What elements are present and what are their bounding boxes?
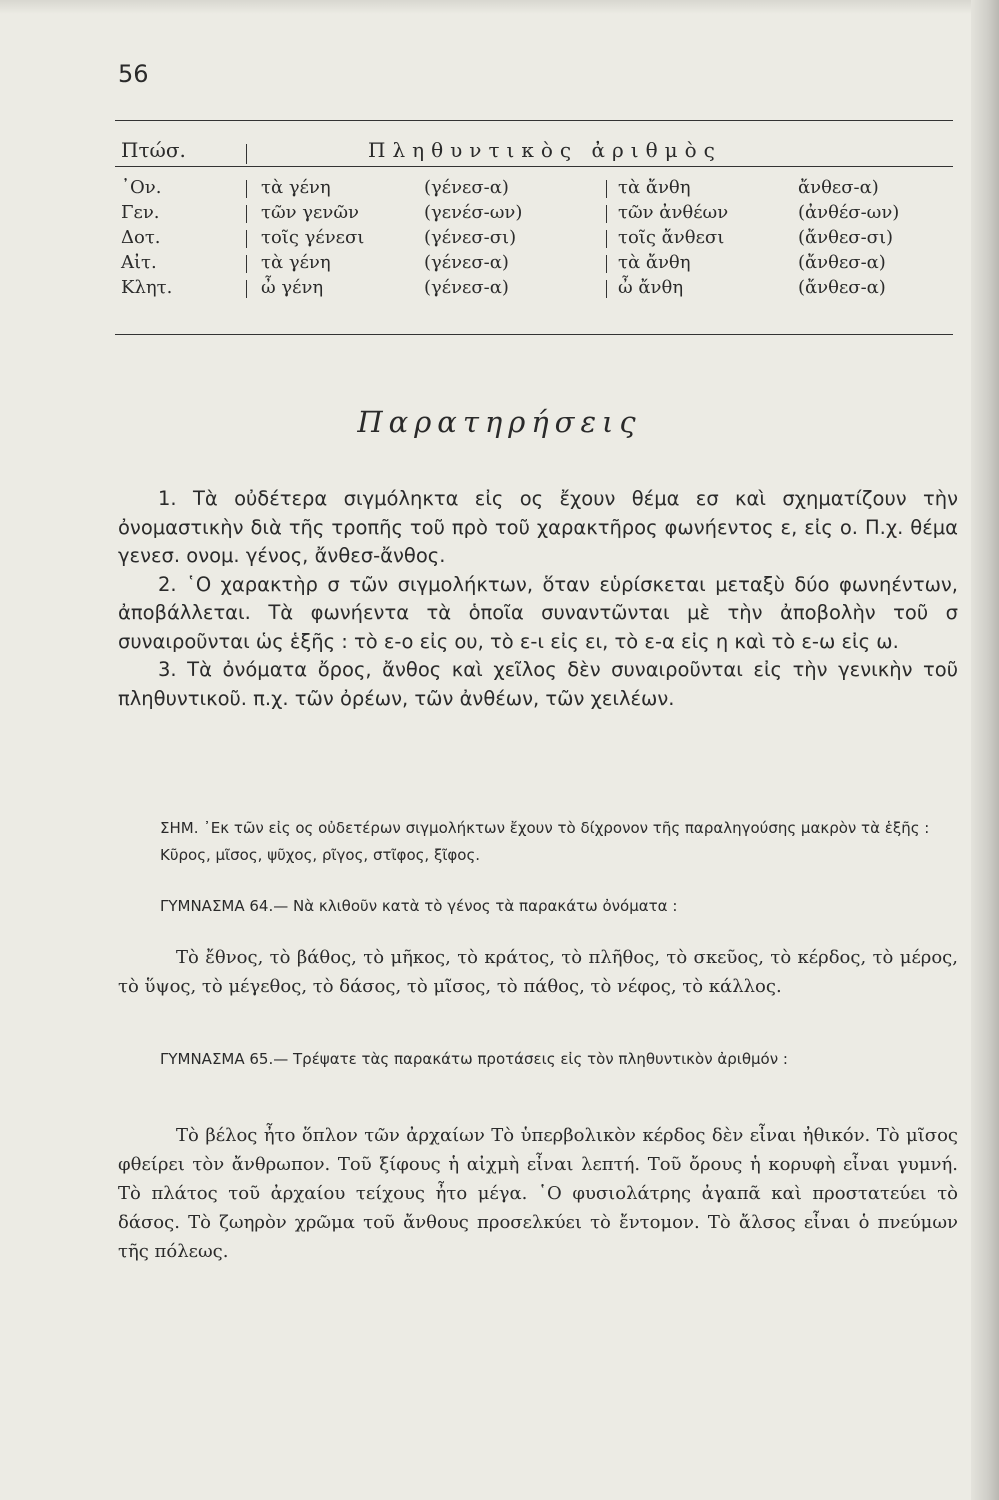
row-stem-anthos: (ἄνθεσ-α) [798, 252, 886, 273]
row-case: Κλητ. [121, 277, 173, 298]
row-stem-genos: (γένεσ-α) [424, 177, 509, 198]
row-form-genos: τὰ γένη [261, 252, 331, 273]
row-form-genos: τῶν γενῶν [261, 202, 359, 223]
row-stem-genos: (γενέσ-ων) [424, 202, 523, 223]
column-divider [246, 205, 247, 223]
row-case: Δοτ. [121, 227, 161, 248]
row-stem-anthos: ἄνθεσ-α) [798, 177, 879, 198]
exercise-65-heading: ΓΥΜΝΑΣΜΑ 65.— Τρέψατε τὰς παρακάτω προτάσεις εἰς τὸν πληθυντικὸν ἀριθμόν : [160, 1050, 788, 1068]
section-title: Παρατηρήσεις [357, 405, 642, 439]
table-header-rule [115, 166, 953, 167]
table-row [118, 175, 953, 200]
row-stem-genos: (γένεσ-σι) [424, 227, 517, 248]
table-row [118, 275, 953, 300]
header-plural: Πληθυντικὸς ἀριθμὸς [368, 138, 722, 162]
row-stem-genos: (γένεσ-α) [424, 252, 509, 273]
page-number: 56 [118, 60, 149, 88]
table-bottom-rule [115, 334, 953, 335]
page-edge-shadow [971, 0, 999, 1500]
header-case: Πτώσ. [121, 138, 186, 162]
table-row [118, 250, 953, 275]
row-stem-genos: (γένεσ-α) [424, 277, 509, 298]
column-divider [246, 280, 247, 298]
exercise-64-heading: ΓΥΜΝΑΣΜΑ 64.— Νὰ κλιθοῦν κατὰ τὸ γένος τὰ παρακάτω ὀνόματα : [160, 897, 678, 915]
remarks [118, 485, 958, 713]
column-divider [246, 230, 247, 248]
row-case: ᾿Ον. [121, 177, 162, 198]
column-divider [606, 280, 607, 298]
exercise-64-text [118, 943, 958, 1001]
row-form-anthos: τοῖς ἄνθεσι [618, 227, 725, 248]
declension-table [118, 175, 953, 300]
row-stem-anthos: (ἄνθεσ-σι) [798, 227, 894, 248]
column-divider [246, 255, 247, 273]
exercise-64-body: Τὸ ἔθνος, τὸ βάθος, τὸ μῆκος, τὸ κράτος, τὸ πλῆθος, τὸ σκεῦος, τὸ κέρδος, τὸ μέρος, τὸ ὕψος, τὸ μέγεθος, τὸ δάσος, τὸ μῖσος, τὸ πάθος, τὸ νέφος, τὸ κάλλος. [118, 947, 958, 997]
column-divider [606, 230, 607, 248]
exercise-65-text [118, 1121, 958, 1266]
remark-3: 3. Τὰ ὀνόματα ὄρος, ἄνθος καὶ χεῖλος δὲν συναιροῦνται εἰς τὴν γενικὴν τοῦ πληθυντικοῦ. π.χ. τῶν ὀρέων, τῶν ἀνθέων, τῶν χειλέων. [118, 658, 958, 710]
note-text: ΣΗΜ. ᾿Εκ τῶν εἰς ος οὐδετέρων σιγμολήκτων ἔχουν τὸ δίχρονον τῆς παραληγούσης μακρὸν τὰ ἑξῆς : Κῦρος, μῖσος, ψῦχος, ρῖγος, στῖφος, ξῖφος. [160, 819, 930, 864]
table-top-rule [115, 120, 953, 121]
column-divider [606, 205, 607, 223]
column-divider [246, 180, 247, 198]
row-form-anthos: τὰ ἄνθη [618, 177, 691, 198]
remark-2: 2. ῾Ο χαρακτὴρ σ τῶν σιγμολήκτων, ὅταν εὑρίσκεται μεταξὺ δύο φωνηέντων, ἀποβάλλεται. Τὰ φωνήεντα τὰ ὁποῖα συναντῶνται μὲ τὴν ἀποβολὴν τοῦ σ συναιροῦνται ὡς ἑξῆς : τὸ ε-ο εἰς ου, τὸ ε-ι εἰς ει, τὸ ε-α εἰς η καὶ τὸ ε-ω εἰς ω. [118, 572, 958, 653]
table-row [118, 200, 953, 225]
row-form-anthos: ὦ ἄνθη [618, 277, 684, 298]
table-row [118, 225, 953, 250]
remark-1: 1. Τὰ οὐδέτερα σιγμόληκτα εἰς ος ἔχουν θέμα εσ καὶ σχηματίζουν τὴν ὀνομαστικὴν διὰ τῆς τροπῆς τοῦ πρὸ τοῦ χαρακτῆρος φωνήεντος ε, εἰς ο. Π.χ. θέμα γενεσ. ονομ. γένος, ἄνθεσ-ἄνθος. [118, 487, 958, 567]
row-form-genos: ὦ γένη [261, 277, 324, 298]
column-divider [606, 255, 607, 273]
page-top-shadow [0, 0, 999, 14]
declension-table-header [118, 138, 953, 166]
exercise-65-body: Τὸ βέλος ἦτο ὅπλον τῶν ἀρχαίων Τὸ ὑπερβολικὸν κέρδος δὲν εἶναι ἠθικόν. Τὸ μῖσος φθείρει τὸν ἄνθρωπον. Τοῦ ξίφους ἡ αἰχμὴ εἶναι λεπτή. Τοῦ ὄρους ἡ κορυφὴ εἶναι γυμνή. Τὸ πλάτος τοῦ ἀρχαίου τείχους ἦτο μέγα. ῾Ο φυσιολάτρης ἀγαπᾶ καὶ προστατεύει τὸ δάσος. Τὸ ζωηρὸν χρῶμα τοῦ ἄνθους προσελκύει τὸ ἔντομον. Τὸ ἄλσος εἶναι ὁ πνεύμων τῆς πόλεως. [118, 1125, 958, 1262]
row-case: Αἰτ. [121, 252, 157, 273]
row-case: Γεν. [121, 202, 160, 223]
row-form-genos: τὰ γένη [261, 177, 331, 198]
row-stem-anthos: (ἄνθεσ-α) [798, 277, 886, 298]
row-form-genos: τοῖς γένεσι [261, 227, 365, 248]
row-stem-anthos: (ἀνθέσ-ων) [798, 202, 900, 223]
row-form-anthos: τῶν ἀνθέων [618, 202, 729, 223]
note [160, 815, 958, 869]
header-divider [246, 144, 247, 164]
row-form-anthos: τὰ ἄνθη [618, 252, 691, 273]
column-divider [606, 180, 607, 198]
